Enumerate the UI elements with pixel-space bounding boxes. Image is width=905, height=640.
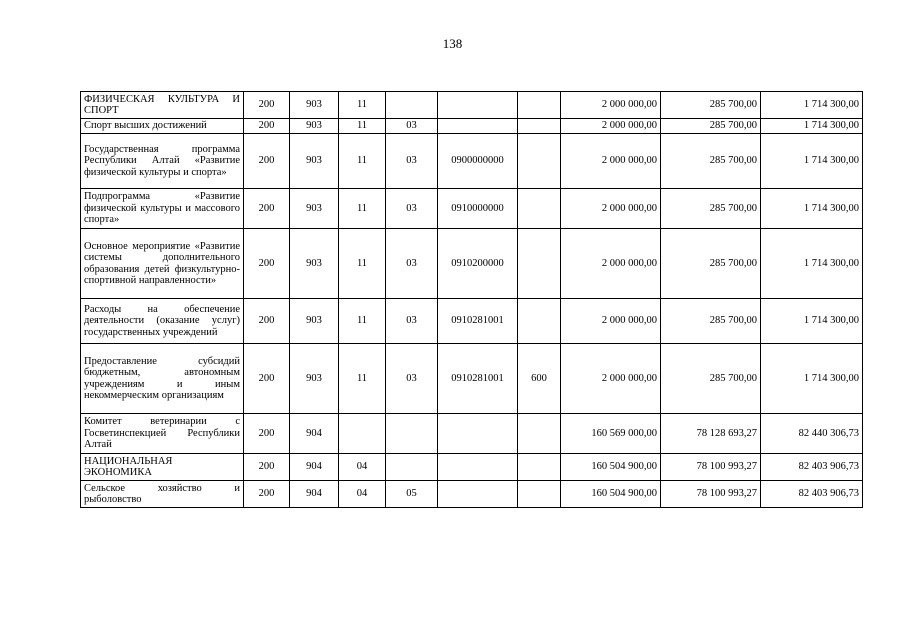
row-code-c5 (438, 119, 518, 134)
row-amount-a1: 2 000 000,00 (561, 134, 661, 189)
row-code-c6 (518, 414, 561, 454)
row-code-c1: 200 (244, 414, 290, 454)
row-amount-a2: 285 700,00 (661, 92, 761, 119)
row-amount-a2: 285 700,00 (661, 299, 761, 344)
row-code-c4: 03 (386, 189, 438, 229)
row-code-c4 (386, 454, 438, 481)
row-code-c5 (438, 454, 518, 481)
row-amount-a1: 160 504 900,00 (561, 481, 661, 508)
row-code-c5: 0910200000 (438, 229, 518, 299)
row-code-c6 (518, 134, 561, 189)
row-amount-a1: 2 000 000,00 (561, 344, 661, 414)
row-code-c6 (518, 189, 561, 229)
row-amount-a1: 2 000 000,00 (561, 189, 661, 229)
row-amount-a3: 82 440 306,73 (761, 414, 863, 454)
row-code-c3: 04 (339, 481, 386, 508)
row-code-c2: 903 (290, 189, 339, 229)
row-code-c6 (518, 299, 561, 344)
row-code-c6 (518, 229, 561, 299)
row-code-c5: 0910281001 (438, 299, 518, 344)
row-amount-a3: 1 714 300,00 (761, 92, 863, 119)
row-description: Спорт высших достижений (81, 119, 244, 134)
row-code-c3 (339, 414, 386, 454)
row-code-c5: 0900000000 (438, 134, 518, 189)
row-amount-a2: 285 700,00 (661, 229, 761, 299)
row-amount-a2: 285 700,00 (661, 344, 761, 414)
row-amount-a3: 1 714 300,00 (761, 189, 863, 229)
row-code-c1: 200 (244, 189, 290, 229)
row-amount-a2: 285 700,00 (661, 134, 761, 189)
row-code-c6 (518, 119, 561, 134)
row-description: Государственная программа Республики Алтай «Развитие физической культуры и спорта» (81, 134, 244, 189)
row-description: Основное мероприятие «Развитие системы дополнительного образования детей физкультурно-спортивной направленности» (81, 229, 244, 299)
row-code-c2: 904 (290, 454, 339, 481)
row-amount-a1: 2 000 000,00 (561, 229, 661, 299)
row-amount-a3: 1 714 300,00 (761, 134, 863, 189)
row-amount-a2: 78 100 993,27 (661, 454, 761, 481)
row-code-c1: 200 (244, 119, 290, 134)
row-code-c3: 11 (339, 119, 386, 134)
row-code-c4: 03 (386, 344, 438, 414)
table-body (81, 92, 863, 508)
row-description: Сельское хозяйство и рыболовство (81, 481, 244, 508)
row-amount-a2: 285 700,00 (661, 119, 761, 134)
table-row (81, 119, 863, 134)
table-row (81, 92, 863, 119)
row-code-c3: 11 (339, 92, 386, 119)
row-description: ФИЗИЧЕСКАЯ КУЛЬТУРА И СПОРТ (81, 92, 244, 119)
row-code-c4: 03 (386, 134, 438, 189)
row-code-c2: 903 (290, 229, 339, 299)
row-code-c1: 200 (244, 454, 290, 481)
table-row (81, 344, 863, 414)
row-code-c6 (518, 454, 561, 481)
row-code-c2: 903 (290, 344, 339, 414)
row-amount-a1: 2 000 000,00 (561, 119, 661, 134)
row-code-c2: 904 (290, 481, 339, 508)
row-description: Предоставление субсидий бюджетным, автономным учреждениям и иным некоммерческим организациям (81, 344, 244, 414)
row-code-c5: 0910281001 (438, 344, 518, 414)
row-code-c4 (386, 92, 438, 119)
row-code-c1: 200 (244, 481, 290, 508)
row-code-c5 (438, 92, 518, 119)
row-code-c4: 03 (386, 229, 438, 299)
row-amount-a3: 82 403 906,73 (761, 454, 863, 481)
row-description: Расходы на обеспечение деятельности (оказание услуг) государственных учреждений (81, 299, 244, 344)
row-code-c4: 05 (386, 481, 438, 508)
table-row (81, 414, 863, 454)
row-code-c2: 903 (290, 299, 339, 344)
row-amount-a2: 285 700,00 (661, 189, 761, 229)
row-code-c5 (438, 414, 518, 454)
row-code-c1: 200 (244, 134, 290, 189)
row-description: Подпрограмма «Развитие физической культуры и массового спорта» (81, 189, 244, 229)
row-amount-a1: 160 504 900,00 (561, 454, 661, 481)
row-code-c3: 11 (339, 344, 386, 414)
row-code-c1: 200 (244, 344, 290, 414)
row-code-c2: 903 (290, 92, 339, 119)
row-amount-a1: 2 000 000,00 (561, 299, 661, 344)
row-description: Комитет ветеринарии с Госветинспекцией Республики Алтай (81, 414, 244, 454)
row-amount-a3: 82 403 906,73 (761, 481, 863, 508)
row-code-c1: 200 (244, 92, 290, 119)
row-code-c6: 600 (518, 344, 561, 414)
row-amount-a3: 1 714 300,00 (761, 344, 863, 414)
row-code-c2: 903 (290, 119, 339, 134)
row-code-c4 (386, 414, 438, 454)
row-code-c1: 200 (244, 299, 290, 344)
page-number: 138 (442, 36, 463, 51)
table-row (81, 229, 863, 299)
row-code-c4: 03 (386, 299, 438, 344)
table-row (81, 299, 863, 344)
row-amount-a1: 2 000 000,00 (561, 92, 661, 119)
row-code-c3: 11 (339, 189, 386, 229)
row-code-c3: 04 (339, 454, 386, 481)
budget-table (80, 91, 863, 508)
row-code-c4: 03 (386, 119, 438, 134)
row-code-c6 (518, 481, 561, 508)
row-amount-a2: 78 128 693,27 (661, 414, 761, 454)
row-code-c2: 903 (290, 134, 339, 189)
row-description: НАЦИОНАЛЬНАЯ ЭКОНОМИКА (81, 454, 244, 481)
row-amount-a3: 1 714 300,00 (761, 119, 863, 134)
row-code-c5 (438, 481, 518, 508)
row-code-c5: 0910000000 (438, 189, 518, 229)
row-amount-a3: 1 714 300,00 (761, 299, 863, 344)
row-code-c3: 11 (339, 134, 386, 189)
table-row (81, 481, 863, 508)
row-amount-a3: 1 714 300,00 (761, 229, 863, 299)
row-code-c3: 11 (339, 229, 386, 299)
row-amount-a2: 78 100 993,27 (661, 481, 761, 508)
table-row (81, 189, 863, 229)
table-row (81, 454, 863, 481)
table-row (81, 134, 863, 189)
row-code-c3: 11 (339, 299, 386, 344)
row-code-c6 (518, 92, 561, 119)
row-code-c2: 904 (290, 414, 339, 454)
row-code-c1: 200 (244, 229, 290, 299)
row-amount-a1: 160 569 000,00 (561, 414, 661, 454)
